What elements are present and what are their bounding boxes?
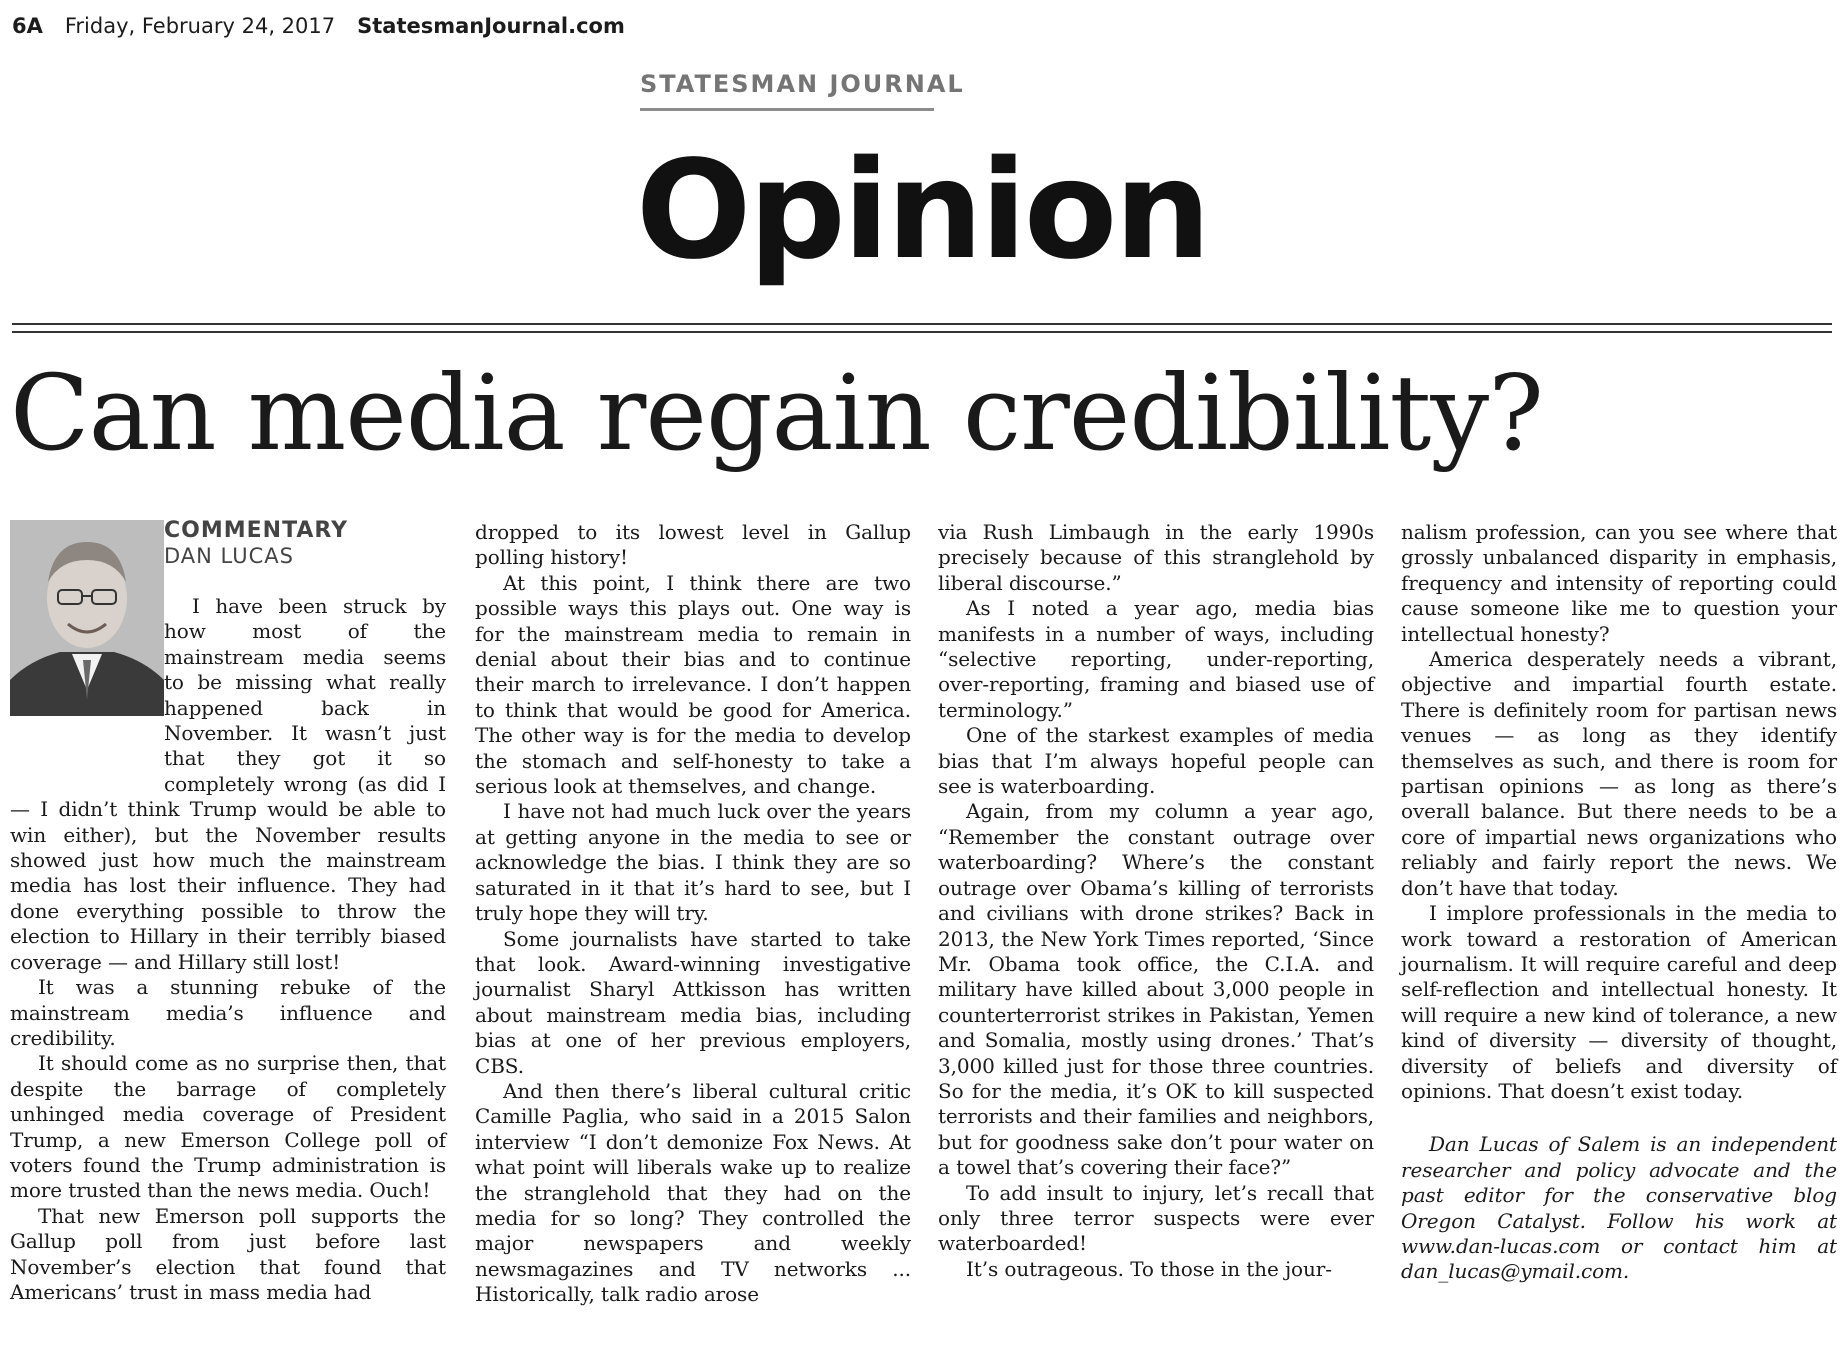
paragraph: That new Emerson poll supports the Gallup poll from just before last November’s election that found that Americans’ trust in mass media had [10,1203,446,1304]
paragraph: To add insult to injury, let’s recall that only three terror suspects were ever waterboarded! [938,1180,1374,1256]
author-tagline: Dan Lucas of Salem is an independent researcher and policy advocate and the past editor for the conservative blog Oregon Catalyst. Follow his work at www.dan-lucas.com or contact him at dan_lucas@ymail.com. [1401,1132,1837,1284]
paragraph: nalism profession, can you see where that grossly unbalanced disparity in emphasis, frequency and intensity of reporting could cause someone like me to question your intellectual honesty? [1401,520,1837,646]
paragraph: dropped to its lowest level in Gallup polling history! [475,520,911,570]
article-column-1 [10,520,446,1335]
paragraph: I have not had much luck over the years at getting anyone in the media to see or acknowledge the bias. I think they are so saturated in it that it’s hard to see, but I truly hope they will try. [475,799,911,926]
page-number: 6A [12,14,43,38]
double-rule-top [12,323,1832,325]
article-column-2 [475,520,911,1335]
article-column-3 [938,520,1374,1335]
paragraph: via Rush Limbaugh in the early 1990s precisely because of this stranglehold by liberal discourse.” [938,520,1374,595]
site-url: StatesmanJournal.com [357,14,625,38]
section-tag-underline [640,108,934,111]
paragraph: As I noted a year ago, media bias manifests in a number of ways, including “selective reporting, under-reporting, over-reporting, framing and biased use of terminology.” [938,596,1374,722]
page-masthead [12,14,625,54]
article-column-4 [1401,520,1837,1335]
paragraph: Some journalists have started to take that look. Award-winning investigative journalist Sharyl Attkisson has written about mainstream media bias, including bias at one of her previous employers, CBS. [475,926,911,1078]
paragraph: America desperately needs a vibrant, objective and impartial fourth estate. There is definitely room for partisan news venues — as long as they identify themselves as such, and there is room for partisan opinions — as long as there’s overall balance. But there needs to be a core of impartial news organizations who reliably and fairly report the news. We don’t have that today. [1401,647,1837,900]
double-rule-bottom [12,331,1832,333]
paragraph: It should come as no surprise then, that despite the barrage of completely unhinged media coverage of President Trump, a new Emerson College poll of voters found the Trump administration is more trusted than the news media. Ouch! [10,1051,446,1203]
photo-wrap-space [10,594,164,792]
section-title: Opinion [635,132,1209,290]
paragraph: And then there’s liberal cultural critic Camille Paglia, who said in a 2015 Salon interview “I don’t demonize Fox News. At what point will liberals wake up to realize the stranglehold that they had on the media for so long? They controlled the major newspapers and weekly newsmagazines and TV networks ... Historically, talk radio arose [475,1078,911,1307]
paragraph: I implore professionals in the media to work toward a restoration of American journalism. It will require careful and deep self-reflection and intellectual honesty. It will require a new kind of tolerance, a new kind of diversity — diversity of thought, diversity of beliefs and diversity of opinions. That doesn’t exist today. [1401,901,1837,1103]
section-publication-tag: STATESMAN JOURNAL [640,70,965,98]
article-byline: DAN LUCAS [164,544,294,568]
paragraph: One of the starkest examples of media bias that I’m always hopeful people can see is waterboarding. [938,723,1374,799]
issue-date: Friday, February 24, 2017 [64,14,336,38]
paragraph: I have been struck by how most of the mainstream media seems to be missing what really happened back in November. It wasn’t just that they got it so completely wrong (as did I — I didn’t think Trump would be able to win either), but the November results showed just how much the mainstream media has lost their influence. They had done everything possible to throw the election to Hillary in their terribly biased coverage — and Hillary still lost! [10,594,446,974]
paragraph: It’s outrageous. To those in the jour- [966,1256,1332,1281]
paragraph: It was a stunning rebuke of the mainstream media’s influence and credibility. [10,975,446,1050]
column-1-header-space [10,520,446,594]
paragraph: Again, from my column a year ago, “Remember the constant outrage over waterboarding? Where’s the constant outrage over Obama’s killing of terrorists and civilians with drone strikes? Back in 2013, the New York Times reported, ‘Since Mr. Obama took office, the C.I.A. and military have killed about 3,000 people in counterterrorist strikes in Pakistan, Yemen and Somalia, mostly using drones.’ That’s 3,000 killed just for those three countries. So for the media, it’s OK to kill suspected terrorists and their families and neighbors, but for goodness sake don’t pour water on a towel that’s covering their face?” [938,799,1374,1180]
article-kicker: COMMENTARY [164,518,349,543]
article-headline: Can media regain credibility? [10,352,1543,474]
paragraph: At this point, I think there are two possible ways this plays out. One way is for the mainstream media to remain in denial about their bias and to continue their march to irrelevance. I don’t happen to think that would be good for America. The other way is for the media to develop the stomach and self-honesty to take a serious look at themselves, and change. [475,570,911,799]
